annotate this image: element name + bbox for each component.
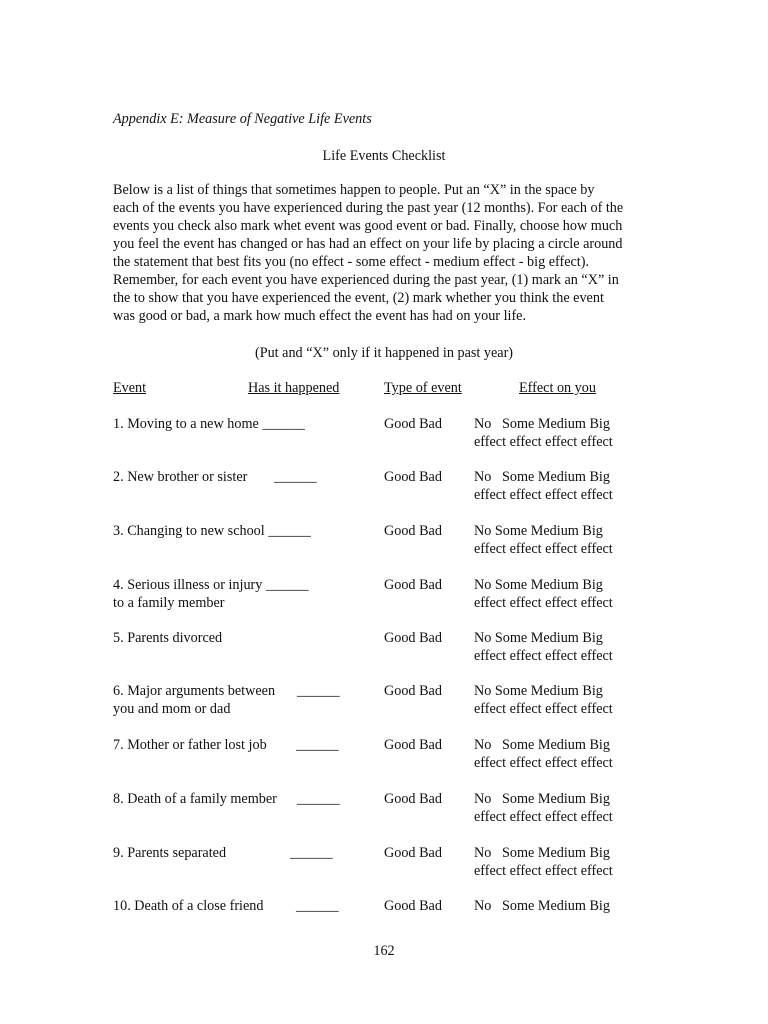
instructions-line: the to show that you have experienced the event, (2) mark whether you think the event bbox=[113, 290, 604, 306]
instructions-note: (Put and “X” only if it happened in past year) bbox=[254, 345, 514, 361]
happened-blank: ______ bbox=[290, 845, 333, 861]
effect-options-suffix: effect effect effect effect bbox=[474, 434, 613, 450]
effect-options-suffix: effect effect effect effect bbox=[474, 648, 613, 664]
effect-options-suffix: effect effect effect effect bbox=[474, 755, 613, 771]
happened-blank: ______ bbox=[274, 469, 317, 485]
instructions-line: you feel the event has changed or has had an effect on your life by placing a circle around bbox=[113, 236, 623, 252]
instructions-line: Below is a list of things that sometimes happen to people. Put an “X” in the space by bbox=[113, 182, 595, 198]
header-event: Event bbox=[113, 380, 147, 396]
event-type-options: Good Bad bbox=[384, 469, 442, 485]
effect-options: No Some Medium Big bbox=[474, 683, 603, 699]
event-type-options: Good Bad bbox=[384, 683, 442, 699]
header-effect: Effect on you bbox=[519, 380, 596, 396]
effect-options-suffix: effect effect effect effect bbox=[474, 541, 613, 557]
effect-options-suffix: effect effect effect effect bbox=[474, 487, 613, 503]
event-label: 9. Parents separated bbox=[113, 845, 227, 861]
event-type-options: Good Bad bbox=[384, 737, 442, 753]
event-type-options: Good Bad bbox=[384, 845, 442, 861]
event-type-options: Good Bad bbox=[384, 898, 442, 914]
event-label: 6. Major arguments between bbox=[113, 683, 276, 699]
event-label: 1. Moving to a new home ______ bbox=[113, 416, 305, 432]
event-label: 5. Parents divorced bbox=[113, 630, 223, 646]
event-type-options: Good Bad bbox=[384, 416, 442, 432]
page-number: 162 bbox=[373, 943, 395, 959]
header-happened: Has it happened bbox=[248, 380, 340, 396]
effect-options-suffix: effect effect effect effect bbox=[474, 595, 613, 611]
happened-blank: ______ bbox=[297, 791, 340, 807]
effect-options: No Some Medium Big bbox=[474, 469, 610, 485]
event-type-options: Good Bad bbox=[384, 630, 442, 646]
event-label: 2. New brother or sister bbox=[113, 469, 248, 485]
happened-blank: ______ bbox=[297, 683, 340, 699]
effect-options-suffix: effect effect effect effect bbox=[474, 809, 613, 825]
instructions-line: Remember, for each event you have experienced during the past year, (1) mark an “X” in bbox=[113, 272, 619, 288]
effect-options: No Some Medium Big bbox=[474, 845, 610, 861]
event-type-options: Good Bad bbox=[384, 791, 442, 807]
effect-options: No Some Medium Big bbox=[474, 791, 610, 807]
effect-options: No Some Medium Big bbox=[474, 416, 610, 432]
happened-blank: ______ bbox=[296, 898, 339, 914]
checklist-title: Life Events Checklist bbox=[322, 148, 446, 164]
effect-options: No Some Medium Big bbox=[474, 577, 603, 593]
header-type: Type of event bbox=[384, 380, 462, 396]
event-label-continued: to a family member bbox=[113, 595, 225, 611]
effect-options: No Some Medium Big bbox=[474, 898, 610, 914]
effect-options: No Some Medium Big bbox=[474, 737, 610, 753]
event-label: 4. Serious illness or injury ______ bbox=[113, 577, 309, 593]
event-label: 10. Death of a close friend bbox=[113, 898, 264, 914]
event-label: 3. Changing to new school ______ bbox=[113, 523, 311, 539]
event-type-options: Good Bad bbox=[384, 523, 442, 539]
instructions-line: was good or bad, a mark how much effect the event has had on your life. bbox=[113, 308, 527, 324]
event-label-continued: you and mom or dad bbox=[113, 701, 231, 717]
effect-options-suffix: effect effect effect effect bbox=[474, 863, 613, 879]
instructions bbox=[113, 181, 658, 325]
event-type-options: Good Bad bbox=[384, 577, 442, 593]
event-label: 8. Death of a family member bbox=[113, 791, 277, 807]
effect-options: No Some Medium Big bbox=[474, 523, 603, 539]
event-label: 7. Mother or father lost job bbox=[113, 737, 267, 753]
appendix-title: Appendix E: Measure of Negative Life Events bbox=[113, 111, 372, 127]
happened-blank: ______ bbox=[296, 737, 339, 753]
instructions-line: each of the events you have experienced during the past year (12 months). For each of the bbox=[113, 200, 624, 216]
effect-options-suffix: effect effect effect effect bbox=[474, 701, 613, 717]
effect-options: No Some Medium Big bbox=[474, 630, 603, 646]
instructions-line: the statement that best fits you (no effect - some effect - medium effect - big effect). bbox=[113, 254, 590, 270]
instructions-line: events you check also mark whet event was good event or bad. Finally, choose how much bbox=[113, 218, 623, 234]
